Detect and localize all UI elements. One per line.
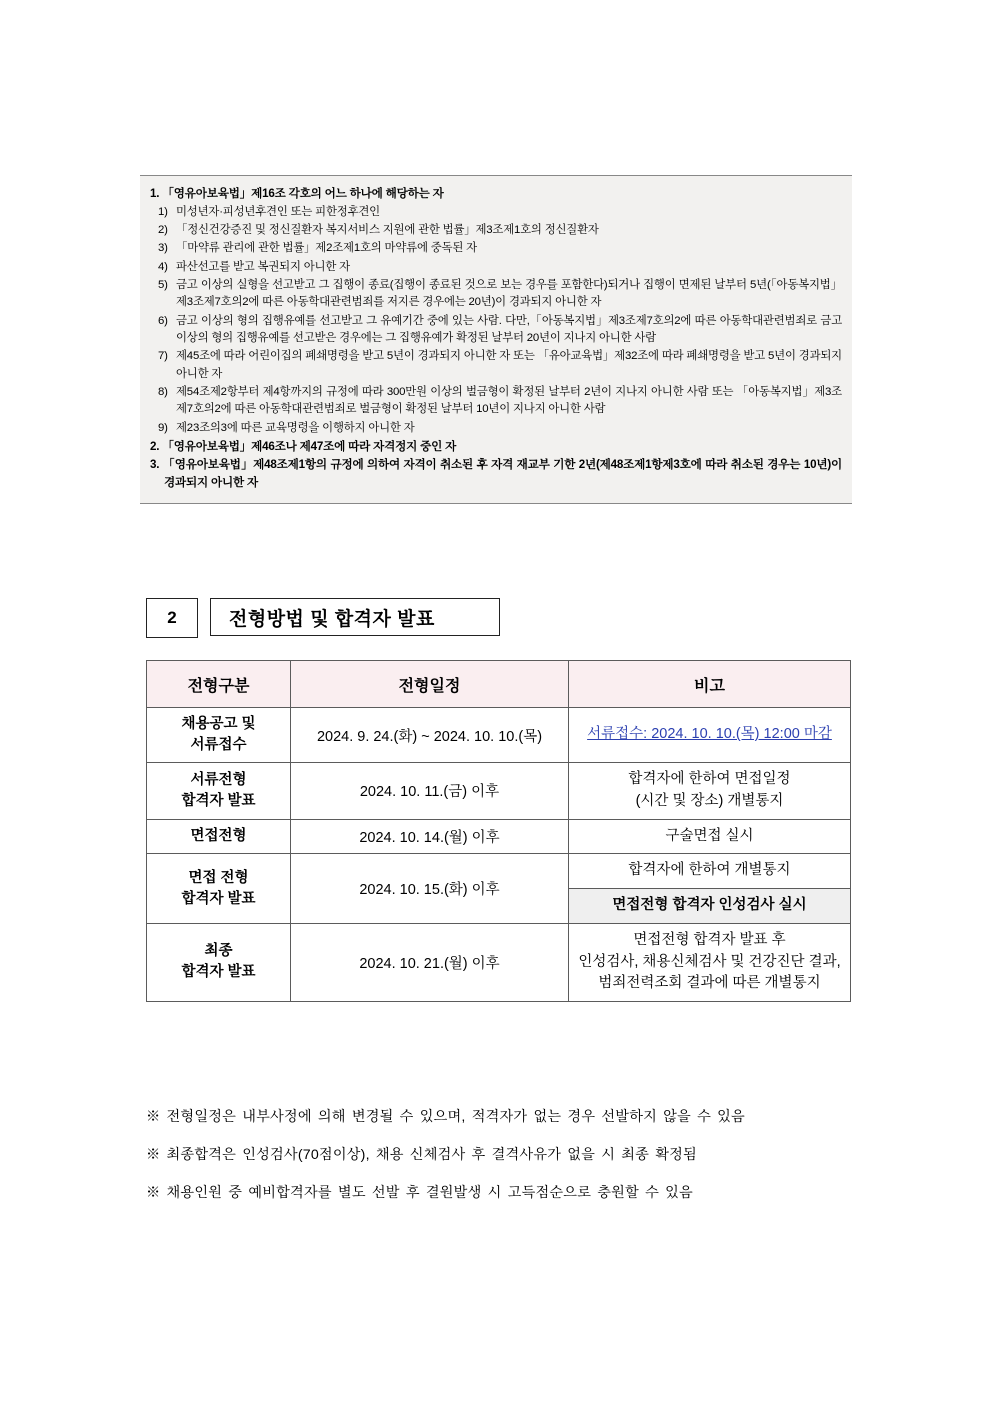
item-marker: 4): [158, 260, 168, 273]
item-text: 미성년자·피성년후견인 또는 피한정후견인: [176, 205, 380, 218]
section-title: 전형방법 및 합격자 발표: [229, 608, 435, 630]
disqualification-list: [150, 185, 842, 492]
section-number: 2: [146, 598, 198, 638]
table-body: [147, 708, 851, 1002]
item-text: 제23조의3에 따른 교육명령을 이행하지 아니한 자: [176, 421, 415, 434]
footnotes: [146, 1106, 866, 1220]
column-header-note: 비고: [569, 661, 851, 708]
cell-date: 2024. 10. 15.(화) 이후: [291, 854, 569, 924]
item-marker: 7): [158, 350, 168, 363]
item-marker: 2): [158, 223, 168, 236]
disqualification-item: [150, 222, 842, 239]
section-title-box: [210, 598, 500, 636]
table-header-row: [147, 661, 851, 708]
item-text: 「마약류 관리에 관한 법률」제2조제1호의 마약류에 중독된 자: [176, 242, 477, 255]
cell-date: 2024. 9. 24.(화) ~ 2024. 10. 10.(목): [291, 708, 569, 763]
item-marker: 5): [158, 278, 168, 291]
application-deadline-link[interactable]: 서류접수: 2024. 10. 10.(목) 12:00 마감: [587, 726, 832, 743]
table-row: [147, 923, 851, 1001]
cell-note-secondary: 면접전형 합격자 인성검사 실시: [569, 889, 851, 924]
cell-note: 면접전형 합격자 발표 후 인성검사, 채용신체검사 및 건강진단 결과, 범죄전력조회 결과에 따른 개별통지: [569, 923, 851, 1001]
disqualification-item: [150, 277, 842, 312]
item-text: 제54조제2항부터 제4항까지의 규정에 따라 300만원 이상의 벌금형이 확정된 날부터 2년이 지나지 아니한 사람 또는 「아동복지법」제3조제7호의2에 따른 아동학대관련범죄로 벌금형이 확정된 날부터 10년이 지나지 아니한 사람: [176, 385, 842, 416]
cell-note: 합격자에 한하여 개별통지: [569, 854, 851, 889]
disqualification-item: [150, 384, 842, 419]
column-header-category: 전형구분: [147, 661, 291, 708]
cell-category: 채용공고 및 서류접수: [147, 708, 291, 763]
item-text: 제45조에 따라 어린이집의 폐쇄명령을 받고 5년이 경과되지 아니한 자 또는 「유아교육법」제32조에 따라 폐쇄명령을 받고 5년이 경과되지 아니한 자: [176, 350, 842, 380]
item-marker: 6): [158, 314, 168, 327]
disqualification-item: [150, 420, 842, 437]
cell-category: 최종 합격자 발표: [147, 923, 291, 1001]
disqualification-item: [150, 185, 842, 203]
item-marker: 1.: [150, 187, 163, 200]
disqualification-item: [150, 313, 842, 348]
item-marker: 2.: [150, 439, 163, 453]
disqualification-item: [150, 259, 842, 276]
cell-date: 2024. 10. 21.(월) 이후: [291, 923, 569, 1001]
cell-note: 합격자에 한하여 면접일정 (시간 및 장소) 개별통지: [569, 763, 851, 820]
disqualification-item: [150, 348, 842, 383]
item-marker: 9): [158, 421, 168, 434]
item-marker: 3): [158, 242, 168, 255]
item-marker: 1): [158, 205, 168, 218]
item-marker: 3.: [150, 458, 163, 472]
disqualification-item: [150, 438, 842, 456]
section-heading: [146, 598, 500, 638]
schedule-table: [146, 660, 851, 1002]
item-text: 「영유아보육법」제48조제1항의 규정에 의하여 자격이 취소된 후 자격 재교부 기한 2년(제48조제1항제3호에 따라 취소된 경우는 10년)이 경과되지 아니한 자: [162, 458, 842, 490]
item-text: 금고 이상의 형의 집행유예를 선고받고 그 유예기간 중에 있는 사람. 다만,「아동복지법」제3조제7호의2에 따른 아동학대관련범죄로 금고 이상의 형의 집행유예를 선고받은 경우에는 그 집행유예가 확정된 날부터 20년이 지나지 아니한 사람: [176, 314, 842, 344]
cell-note: 구술면접 실시: [569, 819, 851, 854]
footnote-line: ※ 최종합격은 인성검사(70점이상), 채용 신체검사 후 결격사유가 없을 시 최종 확정됨: [146, 1147, 697, 1163]
disqualification-item: [150, 204, 842, 221]
item-text: 파산선고를 받고 복권되지 아니한 자: [176, 260, 350, 273]
cell-date: 2024. 10. 14.(월) 이후: [291, 819, 569, 854]
cell-note: [569, 708, 851, 763]
cell-date: 2024. 10. 11.(금) 이후: [291, 763, 569, 820]
item-marker: 8): [158, 385, 168, 398]
disqualification-item: [150, 240, 842, 257]
item-text: 「영유아보육법」제46조나 제47조에 따라 자격정지 중인 자: [162, 439, 457, 453]
footnote-line: ※ 채용인원 중 예비합격자를 별도 선발 후 결원발생 시 고득점순으로 충원할 수 있음: [146, 1185, 693, 1201]
cell-category: 서류전형 합격자 발표: [147, 763, 291, 820]
column-header-date: 전형일정: [291, 661, 569, 708]
item-text: 금고 이상의 실형을 선고받고 그 집행이 종료(집행이 종료된 것으로 보는 경우를 포함한다)되거나 집행이 면제된 날부터 5년(「아동복지법」제3조제7호의2에 따른 아동학대관련범죄를 저지른 경우에는 20년)이 경과되지 아니한 자: [176, 278, 842, 309]
table-row: [147, 819, 851, 854]
table-row: [147, 854, 851, 889]
cell-category: 면접 전형 합격자 발표: [147, 854, 291, 924]
disqualification-box: [140, 175, 852, 504]
item-text: 「영유아보육법」제16조 각호의 어느 하나에 해당하는 자: [162, 187, 444, 200]
table-row: [147, 708, 851, 763]
footnote-line: ※ 전형일정은 내부사정에 의해 변경될 수 있으며, 적격자가 없는 경우 선발하지 않을 수 있음: [146, 1109, 745, 1125]
item-text: 「정신건강증진 및 정신질환자 복지서비스 지원에 관한 법률」제3조제1호의 정신질환자: [176, 223, 599, 236]
disqualification-item: [150, 456, 842, 491]
table-row: [147, 763, 851, 820]
cell-category: 면접전형: [147, 819, 291, 854]
